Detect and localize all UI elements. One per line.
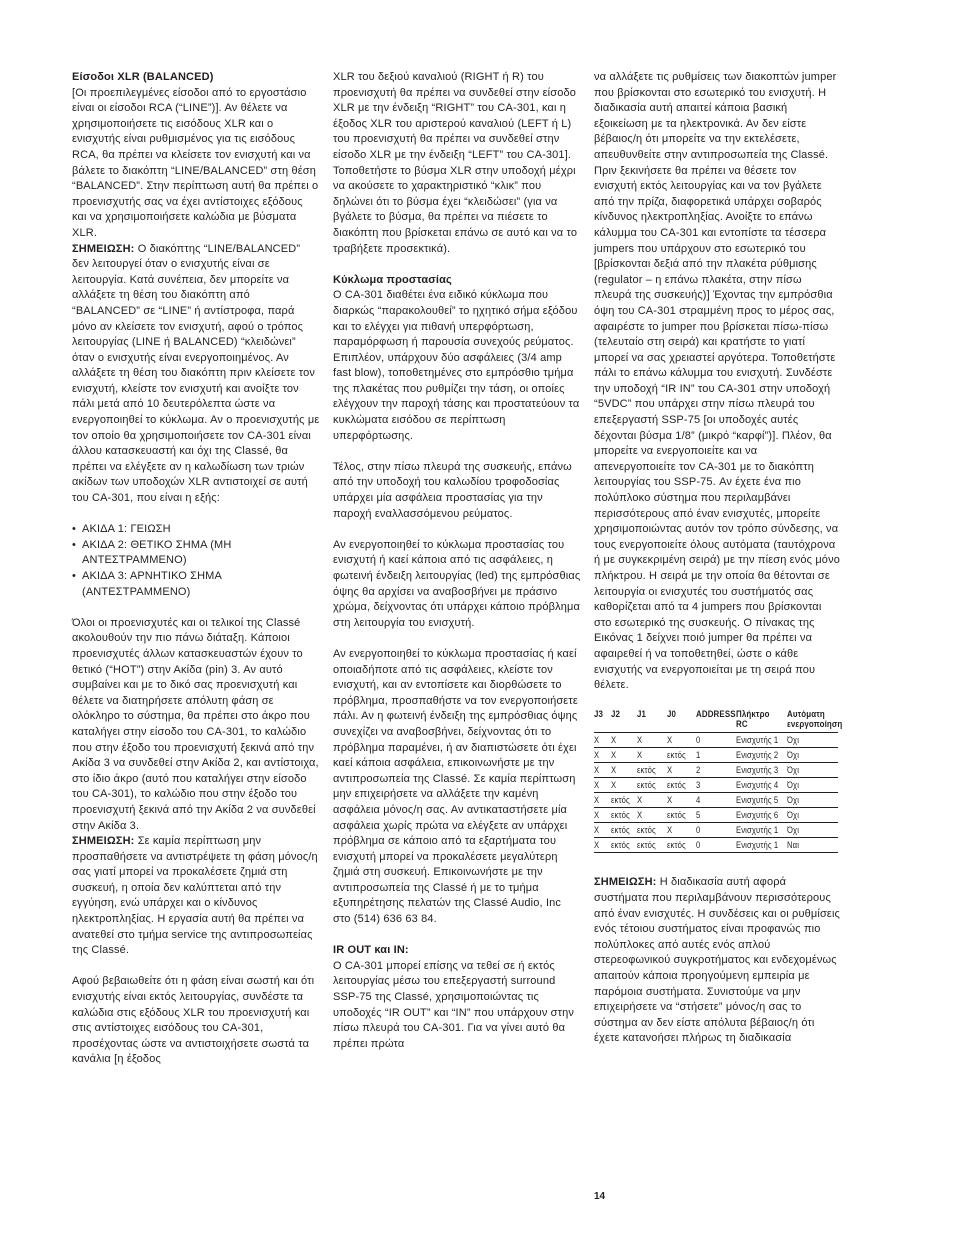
table-cell bbox=[787, 733, 838, 748]
table-cell-text: εκτός bbox=[637, 825, 656, 836]
jumper-table bbox=[594, 709, 843, 853]
page-number: 14 bbox=[594, 1191, 606, 1202]
table-cell-text: X bbox=[667, 765, 673, 776]
table-cell bbox=[594, 838, 611, 853]
table-cell-text: εκτός bbox=[637, 840, 656, 851]
table-cell bbox=[594, 808, 611, 823]
table-cell-text: Όχι bbox=[787, 735, 800, 746]
table-cell bbox=[787, 793, 838, 808]
table-row bbox=[594, 823, 838, 838]
table-cell bbox=[736, 808, 787, 823]
table-cell bbox=[637, 748, 667, 763]
table-cell bbox=[611, 808, 637, 823]
table-cell-text: X bbox=[637, 795, 643, 806]
table-cell bbox=[611, 823, 637, 838]
table-cell bbox=[736, 763, 787, 778]
pin-list bbox=[72, 522, 320, 600]
table-cell bbox=[637, 823, 667, 838]
note-label: ΣΗΜΕΙΩΣΗ: bbox=[72, 835, 135, 848]
table-cell-text: 2 bbox=[696, 765, 701, 776]
note-label: ΣΗΜΕΙΩΣΗ: bbox=[72, 242, 135, 255]
table-cell bbox=[667, 733, 696, 748]
table-cell bbox=[594, 823, 611, 838]
table-cell bbox=[611, 748, 637, 763]
table-cell-text: 3 bbox=[696, 780, 701, 791]
table-row bbox=[594, 748, 838, 763]
table-cell bbox=[637, 808, 667, 823]
table-cell bbox=[611, 838, 637, 853]
table-cell-text: 5 bbox=[696, 810, 701, 821]
table-header-cell: J0 bbox=[667, 709, 693, 733]
table-cell bbox=[594, 793, 611, 808]
table-cell-text: Ενισχυτής 4 bbox=[736, 780, 779, 791]
note-text: Η διαδικασία αυτή αφορά συστήματα που περιλαμβάνουν περισσότερους από έναν ενισχυτές. Η συνδέσεις και οι ρυθμίσεις ενός τέτοιου συστήματος είναι προφανώς πιο πολύπλοκες από αυτές ενός απλού στερεοφωνικού συγκροτήματος και ενδεχομένως απαιτούν κάποια προηγούμενη εμπειρία με παρόμοια συστήματα. Συνιστούμε να μην επιχειρήσετε να “στήσετε” μόνος/η σας το σύστημα αν δεν είστε απόλυτα βέβαιος/η ότι έχετε κατανοήσει πλήρως τη διαδικασία bbox=[594, 876, 841, 1045]
note-paragraph bbox=[72, 834, 320, 959]
table-cell-text: Όχι bbox=[787, 825, 800, 836]
table-cell-text: εκτός bbox=[667, 810, 686, 821]
table-cell-text: 4 bbox=[696, 795, 701, 806]
table-cell-text: Όχι bbox=[787, 780, 800, 791]
table-header-row bbox=[594, 709, 838, 733]
table-cell-text: X bbox=[594, 750, 600, 761]
table-header-cell: J2 bbox=[611, 709, 634, 733]
note-paragraph bbox=[594, 875, 842, 1047]
table-cell bbox=[667, 823, 696, 838]
table-cell-text: Όχι bbox=[787, 810, 800, 821]
table-cell bbox=[787, 838, 838, 853]
table-cell bbox=[637, 778, 667, 793]
table-cell bbox=[696, 808, 736, 823]
table-cell-text: Ενισχυτής 3 bbox=[736, 765, 779, 776]
table-cell bbox=[667, 778, 696, 793]
table-cell-text: X bbox=[594, 810, 600, 821]
table-cell bbox=[696, 733, 736, 748]
table-cell bbox=[736, 823, 787, 838]
table-cell-text: X bbox=[594, 795, 600, 806]
paragraph: Αν ενεργοποιηθεί το κύκλωμα προστασίας του ενισχυτή ή καεί κάποια από τις ασφάλειες, η φωτεινή ένδειξη λειτουργίας (led) της εμπρόσθιας όψης θα αρχίσει να αναβοσβήνει με πράσινο χρώμα, δείχνοντας ότι υπάρχει κάποιο πρόβλημα στη λειτουργία του ενισχυτή. bbox=[333, 538, 581, 629]
table-cell bbox=[611, 778, 637, 793]
table-cell-text: εκτός bbox=[667, 840, 686, 851]
table-header-text: Πλήκτρο RC bbox=[736, 709, 770, 730]
table-cell-text: εκτός bbox=[611, 795, 630, 806]
table-cell-text: εκτός bbox=[667, 750, 686, 761]
table-cell bbox=[787, 763, 838, 778]
table-cell bbox=[667, 838, 696, 853]
paragraph: Αν ενεργοποιηθεί το κύκλωμα προστασίας ή καεί οποιαδήποτε από τις ασφάλειες, κλείστε τον ενισχυτή, και αν εντοπίσετε και διορθώσετε το πρόβλημα, προσπαθήστε να τον ενεργοποιήσετε πάλι. Αν η φωτεινή ένδειξη της εμπρόσθιας όψης συνεχίζει να αναβοσβήνει, δείχνοντας ότι το πρόβλημα παραμένει, ή αν διαπιστώσετε ότι έχει καεί κάποια ασφάλεια, επικοινωνήστε με την αντιπροσωπεία της Classé. Σε καμία περίπτωση μην επιχειρήσετε να αλλάξετε την καμένη ασφάλεια μόνος/η σας. Αν αντικαταστήσετε μία ασφάλεια χωρίς πρώτα να ελέγξετε αν υπάρχει πρόβλημα σε κάποιο από τα εξαρτήματα του ενισχυτή μπορεί να προκαλέσετε μεγαλύτερη ζημιά στη συσκευή. Επικοινωνήστε με την αντιπροσωπεία της Classé ή με το τμήμα εξυπηρέτησης πελατών της Classé Audio, Inc στο (514) 636 63 84. bbox=[333, 647, 578, 926]
table-cell-text: Ενισχυτής 1 bbox=[736, 735, 779, 746]
section-heading-xlr: Είσοδοι XLR (BALANCED) bbox=[72, 71, 214, 83]
table-cell-text: Ενισχυτής 2 bbox=[736, 750, 779, 761]
table-header-cell: ADDRESS bbox=[696, 709, 731, 733]
table-cell bbox=[787, 808, 838, 823]
table-cell bbox=[787, 823, 838, 838]
table-cell bbox=[667, 793, 696, 808]
table-cell-text: 0 bbox=[696, 840, 701, 851]
table-cell bbox=[594, 778, 611, 793]
note-text: Σε καμία περίπτωση μην προσπαθήσετε να αντιστρέψετε τη φάση μόνος/η σας γιατί μπορεί να προκαλέσετε ζημιά στη συσκευή, η οποία δεν καλύπτεται από την εγγύηση, ενώ υπάρχει και ο κίνδυνος ηλεκτροπληξίας. Η εργασία αυτή θα πρέπει να ανατεθεί στο τμήμα service της αντιπροσωπείας της Classé. bbox=[72, 835, 318, 957]
column-2 bbox=[333, 70, 581, 1068]
table-cell-text: X bbox=[667, 825, 673, 836]
table-header-cell: J1 bbox=[637, 709, 663, 733]
paragraph: να αλλάξετε τις ρυθμίσεις των διακοπτών jumper που βρίσκονται στο εσωτερικό του ενισχυτή. Η διαδικασία αυτή απαιτεί κάποια βασική εξοικείωση με τα ηλεκτρονικά. Αν δεν είστε βέβαιος/η ότι μπορείτε να την εκτελέσετε, απευθυνθείτε στην αντιπροσωπεία της Classé. Πριν ξεκινήσετε θα πρέπει να θέσετε τον ενισχυτή εκτός λειτουργίας και να τον βγάλετε από την πρίζα, διαφορετικά υπάρχει σοβαρός κίνδυνος ηλεκτροπληξίας. Ανοίξτε το επάνω κάλυμμα του CA-301 και εντοπίστε τα τέσσερα jumpers που υπάρχουν στο εσωτερικό του [βρίσκονται δεξιά από την πλακέτα ρύθμισης (regulator – η επάνω πλακέτα, στην πίσω πλευρά της συσκευής)] Έχοντας την εμπρόσθια όψη του CA-301 στραμμένη προς το μέρος σας, αφαιρέστε το jumper που βρίσκεται πίσω-πίσω (τελευταίο στη σειρά) και κρατήστε το γιατί μπορεί να σας χρειαστεί αργότερα. Τοποθετήστε πάλι το επάνω κάλυμμα του ενισχυτή. Συνδέστε την υποδοχή “IR IN” του CA-301 στην υποδοχή “5VDC” που υπάρχει στην πίσω πλευρά του επεξεργαστή SSP-75 [οι υποδοχές αυτές δέχονται βύσμα 1/8” (μικρό “καρφί”)]. Πλέον, θα μπορείτε να ενεργοποιείτε και να απενεργοποιείτε τον CA-301 με το διακόπτη λειτουργίας του SSP-75. Αν έχετε ένα πιο πολύπλοκο σύστημα που περιλαμβάνει περισσότερους από έναν ενισχυτές, μπορείτε χρησιμοποιώντας αυτόν τον τρόπο σύνδεσης, να τους ενεργοποιείτε όλους αυτόματα (ταυτόχρονα ή με συγκεκριμένη σειρά) με την πίεση ενός μόνο πλήκτρου. Η σειρά με την οποία θα θέτονται σε λειτουργία οι ενισχυτές του συστήματός σας καθορίζεται από τα 4 jumpers που βρίσκονται στο εσωτερικό της συσκευής. Ο πίνακας της Εικόνας 1 δείχνει ποιό jumper θα πρέπει να αφαιρεθεί ή να τοποθετηθεί, ώστε ο κάθε ενισχυτής να ενεργοποιείται με τη σειρά που θέλετε. bbox=[594, 71, 840, 692]
table-cell bbox=[696, 838, 736, 853]
table-cell bbox=[611, 763, 637, 778]
table-cell bbox=[667, 748, 696, 763]
table-cell-text: Ενισχυτής 5 bbox=[736, 795, 779, 806]
section-heading-protection: Κύκλωμα προστασίας bbox=[333, 273, 452, 286]
note-paragraph bbox=[72, 242, 320, 507]
table-cell-text: Όχι bbox=[787, 795, 800, 806]
table-cell bbox=[594, 763, 611, 778]
table-cell bbox=[637, 733, 667, 748]
table-cell bbox=[696, 823, 736, 838]
table-cell-text: Ναι bbox=[787, 840, 800, 851]
table-cell bbox=[696, 763, 736, 778]
table-cell-text: X bbox=[594, 825, 600, 836]
column-3 bbox=[594, 70, 842, 1062]
table-cell-text: 1 bbox=[696, 750, 701, 761]
paragraph: Ο CA-301 μπορεί επίσης να τεθεί σε ή εκτός λειτουργίας μέσω του επεξεργαστή surround SSP-75 της Classé, χρησιμοποιώντας τις υποδοχές “IR OUT” και “IN” που υπάρχουν στην πίσω πλευρά του CA-301. Για να γίνει αυτό θα πρέπει πρώτα bbox=[333, 959, 575, 1050]
table-cell-text: X bbox=[611, 750, 617, 761]
table-cell bbox=[736, 748, 787, 763]
paragraph: Όλοι οι προενισχυτές και οι τελικοί της Classé ακολουθούν την πιο πάνω διάταξη. Κάποιοι προενισχυτές άλλων κατασκευαστών έχουν το θετικό (“HOT”) στην Ακίδα (pin) 3. Αν αυτό συμβαίνει και με το δικό σας προενισχυτή και θέλετε να διατηρήσετε απόλυτη φάση σε ολόκληρο το σύστημα, θα πρέπει στο άκρο που καταλήγει στην είσοδο του CA-301, το καλώδιο που στην έξοδο του προενισχυτή ξεκινά από την Ακίδα 3 να συνδεθεί στην Ακίδα 2, και αντίστοιχα, στο ίδιο άκρο (αυτό που καταλήγει στην είσοδο του CA-301), το καλώδιο που στην έξοδο του προενισχυτή ξεκινά από την Ακίδα 2 να συνδεθεί στην Ακίδα 3. bbox=[72, 616, 319, 832]
table-cell-text: Όχι bbox=[787, 750, 800, 761]
table-cell-text: Όχι bbox=[787, 765, 800, 776]
table-cell-text: εκτός bbox=[637, 780, 656, 791]
table-cell bbox=[667, 763, 696, 778]
table-row bbox=[594, 838, 838, 853]
paragraph: Τέλος, στην πίσω πλευρά της συσκευής, επάνω από την υποδοχή του καλωδίου τροφοδοσίας υπάρχει μία ασφάλεια προστασίας για την παροχή εναλλασσόμενου ρεύματος. bbox=[333, 460, 572, 520]
table-cell-text: X bbox=[637, 810, 643, 821]
note-label: ΣΗΜΕΙΩΣΗ: bbox=[594, 876, 657, 889]
table-cell-text: X bbox=[611, 735, 617, 746]
table-cell-text: Ενισχυτής 1 bbox=[736, 825, 779, 836]
table-cell bbox=[637, 793, 667, 808]
table-row bbox=[594, 778, 838, 793]
paragraph: XLR του δεξιού καναλιού (RIGHT ή R) του προενισχυτή θα πρέπει να συνδεθεί στην είσοδο XLR με την ένδειξη “RIGHT” του CA-301, και η έξοδος XLR του αριστερού καναλιού (LEFT ή L) του προενισχυτή θα πρέπει να συνδεθεί στην είσοδο XLR με την ένδειξη “LEFT” του CA-301]. Τοποθετήστε το βύσμα XLR στην υποδοχή μέχρι να ακούσετε το χαρακτηριστικό “κλικ” που δηλώνει ότι το βύσμα έχει “κλειδώσει” (για να βγάλετε το βύσμα, θα πρέπει να πιέσετε το διακόπτη που βρίσκεται επάνω σε αυτό και να το τραβήξετε προσεκτικά). bbox=[333, 71, 578, 255]
table-cell-text: εκτός bbox=[611, 810, 630, 821]
table-cell-text: X bbox=[594, 735, 600, 746]
table-cell-text: X bbox=[667, 795, 673, 806]
table-cell bbox=[611, 793, 637, 808]
table-cell bbox=[787, 778, 838, 793]
table-row bbox=[594, 793, 838, 808]
table-cell bbox=[736, 838, 787, 853]
table-cell-text: X bbox=[611, 780, 617, 791]
list-item: • ΑΚΙΔΑ 1: ΓΕΙΩΣΗ bbox=[72, 522, 320, 538]
table-cell-text: X bbox=[667, 735, 673, 746]
table-cell bbox=[594, 733, 611, 748]
table-cell bbox=[696, 793, 736, 808]
table-body bbox=[594, 733, 838, 853]
paragraph: Αφού βεβαιωθείτε ότι η φάση είναι σωστή και ότι ενισχυτής είναι εκτός λειτουργίας, συνδέστε τα καλώδια στις εξόδους XLR του προενισχυτή και στις αντίστοιχες εισόδους του CA-301, προσέχοντας ώστε να αντιστοιχήσετε σωστά τα κανάλια [η έξοδος bbox=[72, 975, 315, 1066]
table-cell bbox=[736, 733, 787, 748]
table-cell bbox=[736, 778, 787, 793]
table-cell bbox=[611, 733, 637, 748]
table-cell bbox=[637, 838, 667, 853]
table-cell bbox=[736, 793, 787, 808]
table-cell-text: X bbox=[637, 750, 643, 761]
table-cell-text: εκτός bbox=[611, 825, 630, 836]
table-cell-text: Ενισχυτής 1 bbox=[736, 840, 779, 851]
table-cell-text: 0 bbox=[696, 825, 701, 836]
note-text: Ο διακόπτης “LINE/BALANCED” δεν λειτουργεί όταν ο ενισχυτής είναι σε λειτουργία. Κατά συνέπεια, δεν μπορείτε να αλλάξετε τη θέση του διακόπτη από “BALANCED” σε “LINE” ή αντίστροφα, παρά μόνο αν κλείσετε τον ενισχυτή, αφού ο τρόπος λειτουργίας (LINE ή BALANCED) “κλειδώνει” όταν ο ενισχυτής είναι ενεργοποιημένος. Αν αλλάξετε τη θέση του διακόπτη πριν κλείσετε τον ενισχυτή, κλείστε τον ενισχυτή και ανοίξτε τον πάλι μετά από 10 δευτερόλεπτα ώστε να ενεργοποιηθεί το κύκλωμα. Αν ο προενισχυτής με τον οποίο θα χρησιμοποιήσετε τον CA-301 είναι άλλου κατασκευαστή και όχι της Classé, θα πρέπει να ελέγξετε αν η καλωδίωση των τριών ακίδων των υποδοχών XLR αντιστοιχεί σε αυτή του CA-301, που είναι η εξής: bbox=[72, 242, 320, 505]
table-cell-text: εκτός bbox=[611, 840, 630, 851]
table-cell-text: X bbox=[637, 735, 643, 746]
table-cell-text: X bbox=[594, 840, 600, 851]
table-header-cell bbox=[736, 709, 781, 733]
paragraph: Ο CA-301 διαθέτει ένα ειδικό κύκλωμα που διαρκώς “παρακολουθεί” το ηχητικό σήμα εξόδου και το ελέγχει για πιθανή υπερφόρτωση, παραμόρφωση ή παρουσία συνεχούς ρεύματος. Επιπλέον, υπάρχουν δύο ασφάλειες (3/4 amp fast blow), τοποθετημένες στο εμπρόσθιο τμήμα της πλακέτας που ρυθμίζει την τάση, οι οποίες ελέγχουν την παροχή τάσης και προστατεύουν τα κυκλώματα εισόδου σε περίπτωση υπερφόρτωσης. bbox=[333, 289, 580, 442]
table-header-text: Αυτόματη ενεργοποίηση bbox=[787, 709, 843, 730]
column-1 bbox=[72, 70, 320, 1084]
table-cell-text: εκτός bbox=[667, 780, 686, 791]
section-heading-ir: IR OUT και IN: bbox=[333, 944, 409, 957]
table-cell-text: 0 bbox=[696, 735, 701, 746]
table-cell-text: X bbox=[611, 765, 617, 776]
paragraph: [Οι προεπιλεγμένες είσοδοι από το εργοστάσιο είναι οι είσοδοι RCA (“LINE”)]. Αν θέλετε να χρησιμοποιήσετε τις εισόδους XLR και ο ενισχυτής είναι ρυθμισμένος για τις εισόδους RCA, θα πρέπει να κλείσετε τον ενισχυτή και να βάλετε το διακόπτη “LINE/BALANCED” στη θέση “BALANCED”. Στην περίπτωση αυτή θα πρέπει ο προενισχυτής σας να έχει αντίστοιχες εξόδους και να χρησιμοποιήσετε καλώδια με βύσματα XLR. bbox=[72, 86, 319, 239]
table-cell bbox=[667, 808, 696, 823]
table-cell bbox=[637, 763, 667, 778]
table-header-cell bbox=[787, 709, 843, 733]
list-item: • ΑΚΙΔΑ 2: ΘΕΤΙΚΟ ΣΗΜΑ (ΜΗ ΑΝΤΕΣΤΡΑΜΜΕΝΟ) bbox=[72, 538, 320, 569]
table-header-cell: J3 bbox=[594, 709, 609, 733]
list-item: • ΑΚΙΔΑ 3: ΑΡΝΗΤΙΚΟ ΣΗΜΑ (ΑΝΤΕΣΤΡΑΜΜΕΝΟ) bbox=[72, 569, 320, 600]
table-row bbox=[594, 733, 838, 748]
table-cell-text: X bbox=[594, 765, 600, 776]
table-cell bbox=[696, 778, 736, 793]
table-cell bbox=[594, 748, 611, 763]
table-cell bbox=[787, 748, 838, 763]
table-row bbox=[594, 808, 838, 823]
table-cell bbox=[696, 748, 736, 763]
table-row bbox=[594, 763, 838, 778]
table-cell-text: X bbox=[594, 780, 600, 791]
table-cell-text: Ενισχυτής 6 bbox=[736, 810, 779, 821]
table-cell-text: εκτός bbox=[637, 765, 656, 776]
